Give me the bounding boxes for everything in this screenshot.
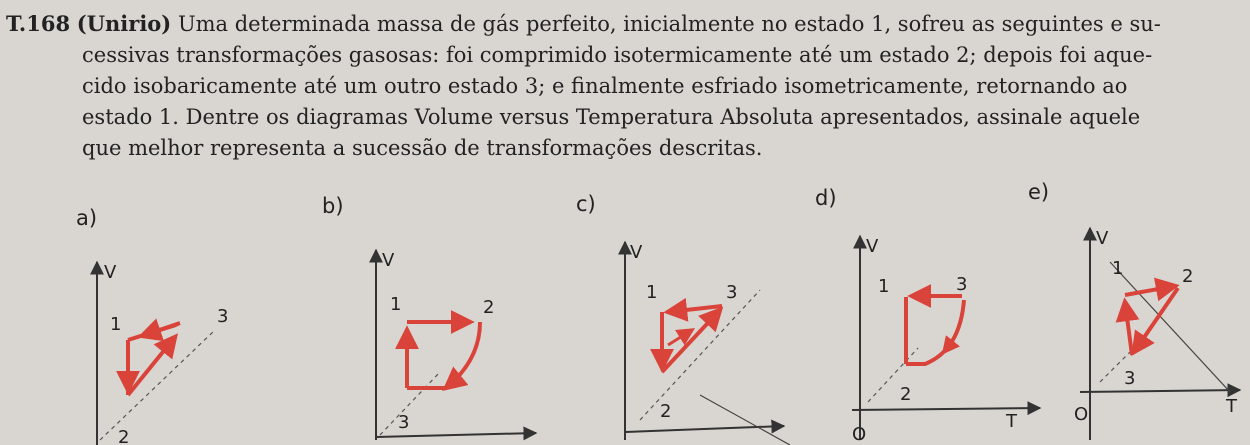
point-3-label: 3: [217, 306, 229, 327]
t-axis: [1080, 390, 1240, 392]
point-1-label: 1: [878, 276, 890, 297]
origin-label: O: [1074, 404, 1089, 425]
point-1-label: 1: [110, 314, 122, 335]
question-line-2: cessivas transformações gasosas: foi comprimido isotermicamente até um estado 2; depois foi aque-: [82, 43, 1153, 67]
v-axis-label: V: [866, 236, 879, 257]
option-d-label[interactable]: d): [815, 186, 837, 210]
question-line-4: estado 1. Dentre os diagramas Volume versus Temperatura Absoluta apresentados, assinale aquele: [82, 105, 1141, 129]
path-1-2: [1125, 286, 1175, 295]
option-a-label[interactable]: a): [76, 206, 98, 230]
point-1-label: 1: [390, 294, 402, 315]
point-3-label: 3: [956, 274, 968, 295]
point-3-label: 3: [398, 412, 410, 433]
v-axis-label: V: [382, 250, 395, 271]
point-2-label: 2: [483, 297, 495, 318]
v-axis-label: V: [1096, 228, 1109, 249]
option-c-label[interactable]: c): [576, 192, 596, 216]
origin-label: O: [852, 424, 867, 445]
option-e-label[interactable]: e): [1028, 180, 1050, 204]
point-2-label: 2: [118, 427, 130, 445]
question-number: T.168: [6, 11, 71, 36]
point-1-label: 1: [646, 282, 658, 303]
question-line-3: cido isobaricamente até um outro estado 3; e finalmente esfriado isometricamente, retornando ao: [82, 74, 1128, 98]
point-2-label: 2: [660, 401, 672, 422]
point-1-label: 1: [1112, 258, 1124, 279]
question-line-5: que melhor representa a sucessão de transformações descritas.: [82, 136, 763, 160]
question-line-1: Uma determinada massa de gás perfeito, inicialmente no estado 1, sofreu as seguintes e su-: [177, 12, 1161, 36]
path-3-1: [1125, 302, 1132, 355]
v-axis-label: V: [630, 242, 643, 263]
point-2-label: 2: [900, 384, 912, 405]
t-axis-label: T: [1006, 411, 1017, 432]
question-source: (Unirio): [76, 11, 172, 36]
t-axis-label: T: [1226, 396, 1237, 417]
point-3-label: 3: [1124, 368, 1136, 389]
point-3-label: 3: [726, 282, 738, 303]
path-2-3: [1134, 288, 1178, 352]
option-b-label[interactable]: b): [322, 194, 344, 218]
point-2-label: 2: [1182, 266, 1194, 287]
v-axis-label: V: [104, 262, 117, 283]
